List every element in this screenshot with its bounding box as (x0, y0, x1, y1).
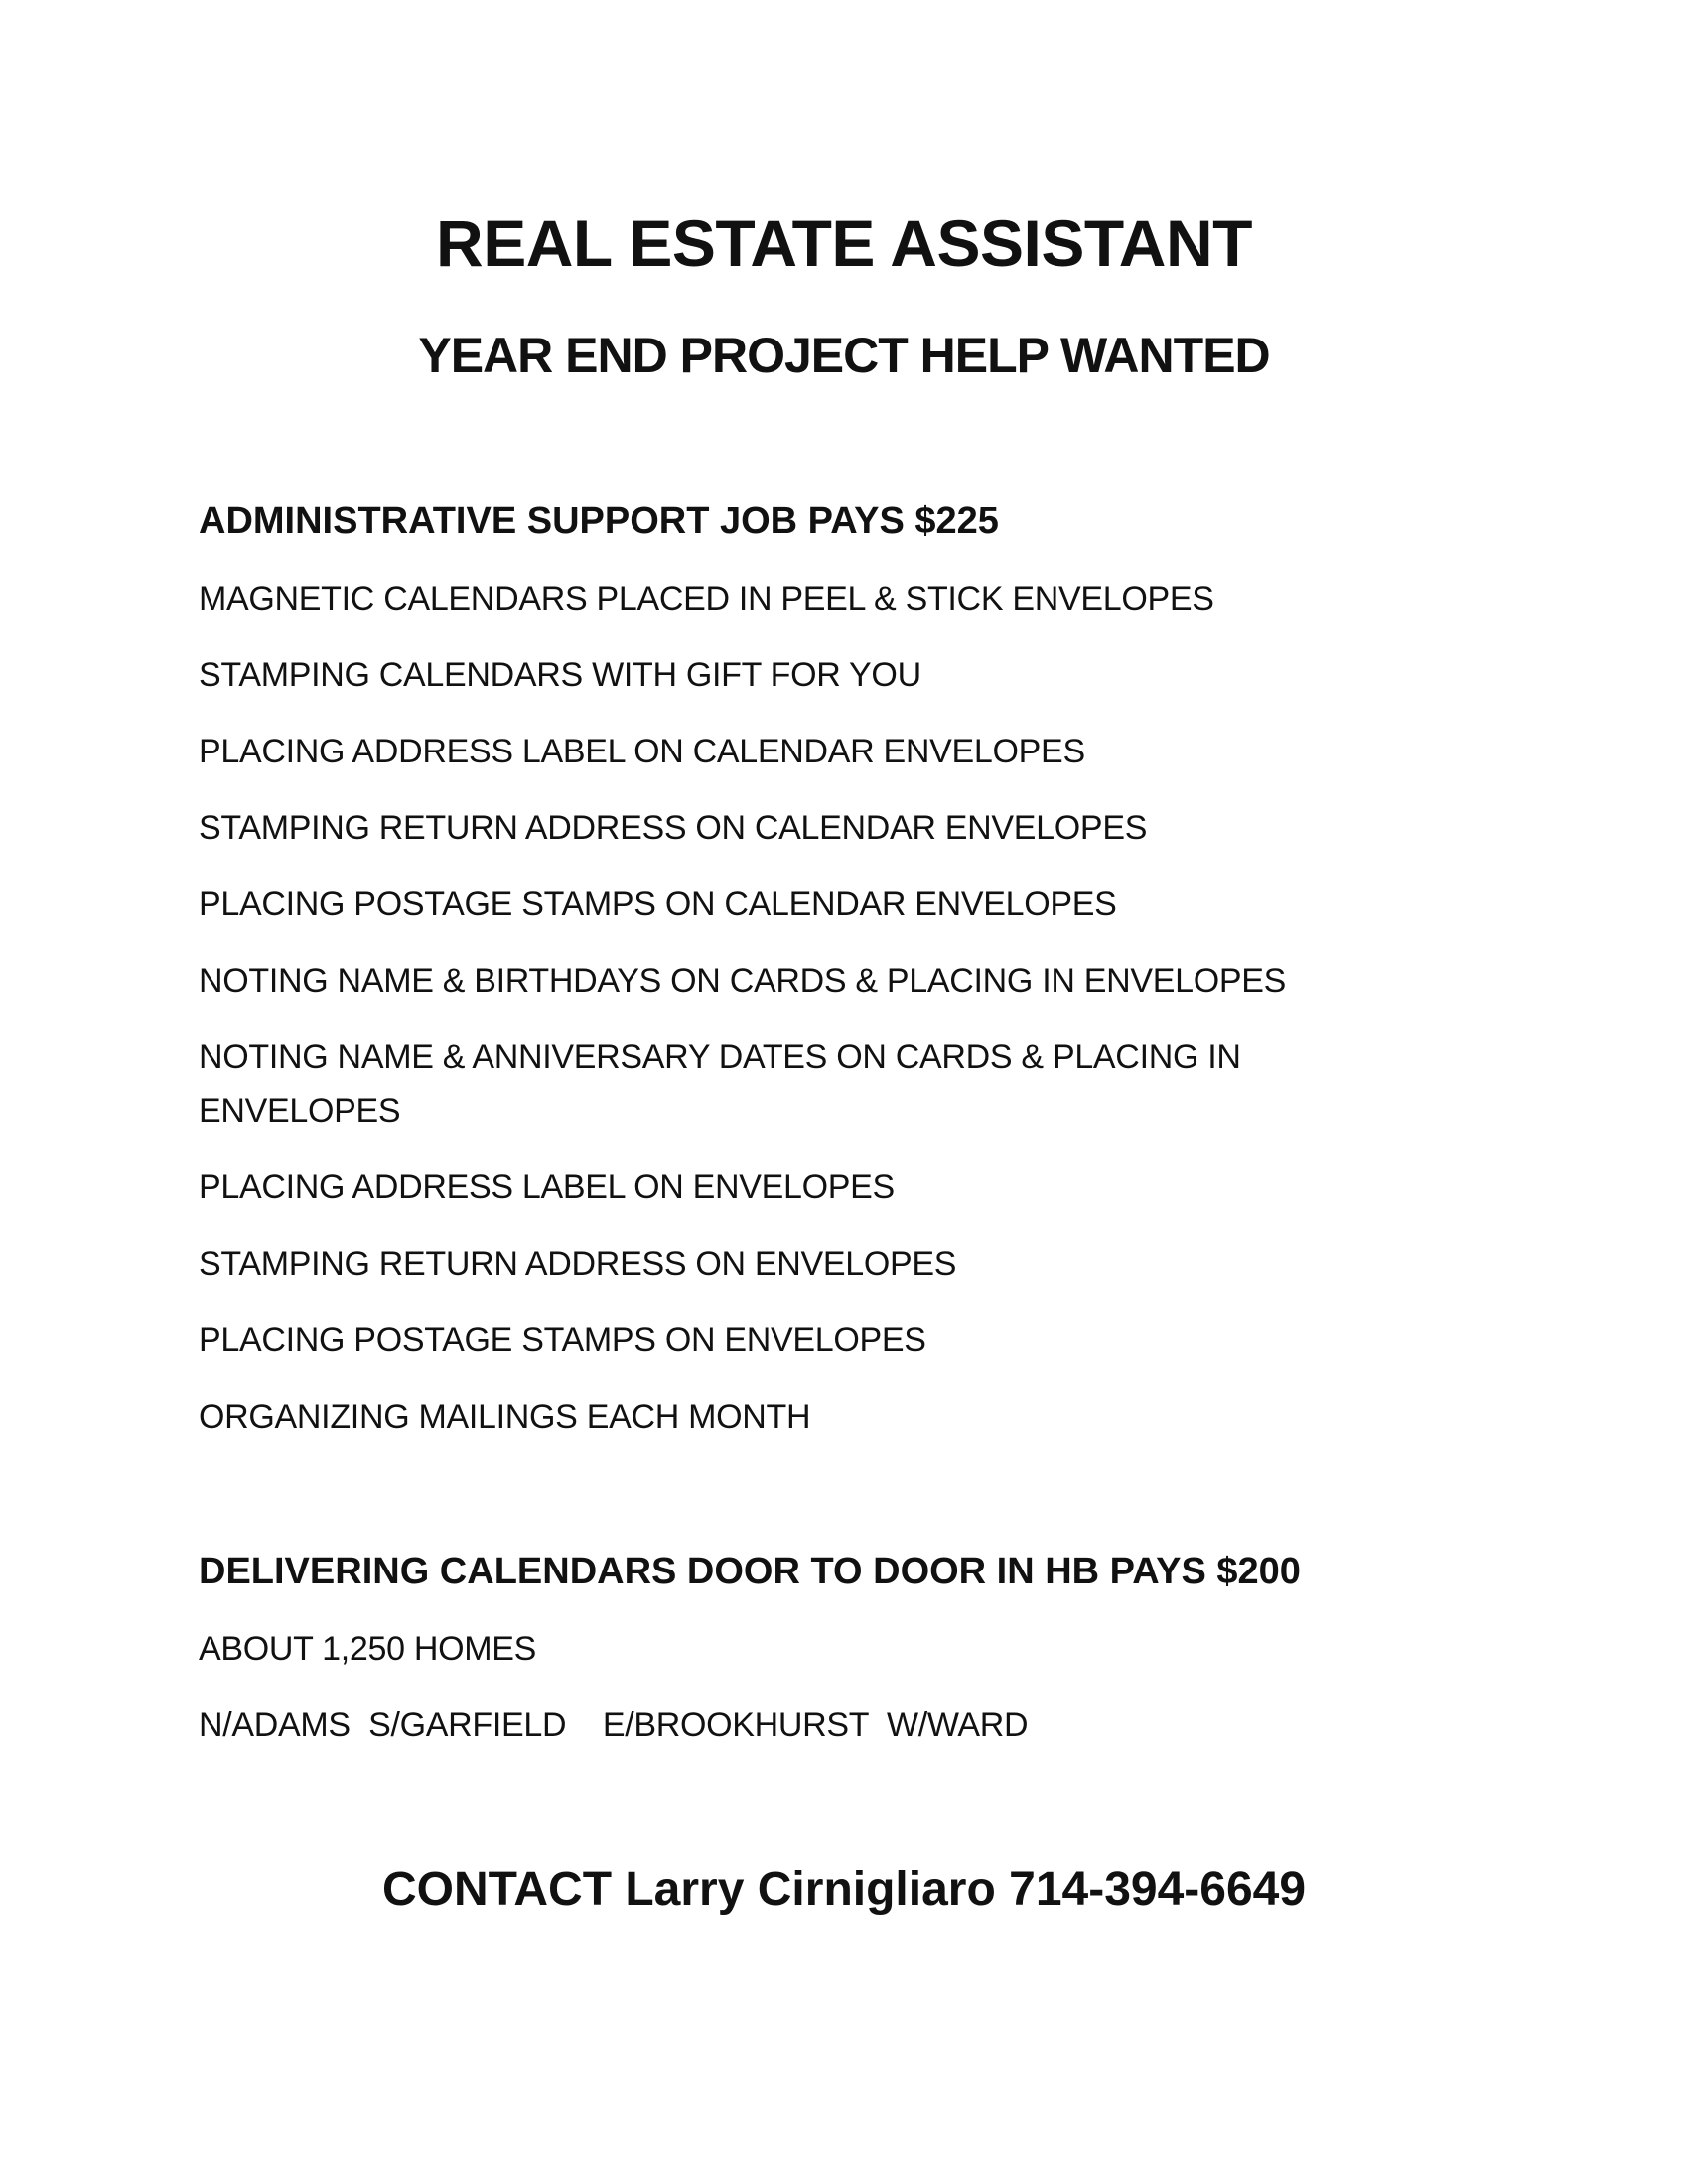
page-title: REAL ESTATE ASSISTANT (436, 206, 1252, 280)
admin-task-item: MAGNETIC CALENDARS PLACED IN PEEL & STICK ENVELOPES (199, 580, 1214, 617)
admin-task-item: PLACING POSTAGE STAMPS ON CALENDAR ENVELOPES (199, 886, 1117, 923)
admin-task-item: STAMPING RETURN ADDRESS ON CALENDAR ENVELOPES (199, 809, 1148, 847)
admin-task-item: NOTING NAME & BIRTHDAYS ON CARDS & PLACING IN ENVELOPES (199, 962, 1287, 1000)
admin-task-item: STAMPING CALENDARS WITH GIFT FOR YOU (199, 656, 921, 694)
contact-label: CONTACT (381, 1863, 613, 1916)
contact-line (0, 1858, 1688, 1922)
delivery-heading: DELIVERING CALENDARS DOOR TO DOOR IN HB PAYS $200 (199, 1551, 1301, 1592)
admin-task-item: PLACING ADDRESS LABEL ON ENVELOPES (199, 1168, 895, 1206)
admin-task-item: PLACING ADDRESS LABEL ON CALENDAR ENVELOPES (199, 733, 1085, 770)
contact-name: Larry Cirnigliaro (625, 1863, 996, 1916)
delivery-detail-item: ABOUT 1,250 HOMES (199, 1630, 537, 1668)
admin-task-item: PLACING POSTAGE STAMPS ON ENVELOPES (199, 1321, 926, 1359)
admin-support-heading: ADMINISTRATIVE SUPPORT JOB PAYS $225 (199, 500, 999, 542)
delivery-boundaries-item: N/ADAMS S/GARFIELD E/BROOKHURST W/WARD (199, 1706, 1029, 1744)
delivery-section (199, 1547, 1489, 1775)
admin-task-item: NOTING NAME & ANNIVERSARY DATES ON CARDS & PLACING IN ENVELOPES (199, 1038, 1241, 1130)
admin-task-item: STAMPING RETURN ADDRESS ON ENVELOPES (199, 1245, 957, 1283)
page-subtitle: YEAR END PROJECT HELP WANTED (418, 328, 1270, 383)
contact-phone: 714-394-6649 (1009, 1863, 1307, 1916)
admin-support-section (199, 496, 1489, 1466)
admin-task-item: ORGANIZING MAILINGS EACH MONTH (199, 1398, 811, 1435)
